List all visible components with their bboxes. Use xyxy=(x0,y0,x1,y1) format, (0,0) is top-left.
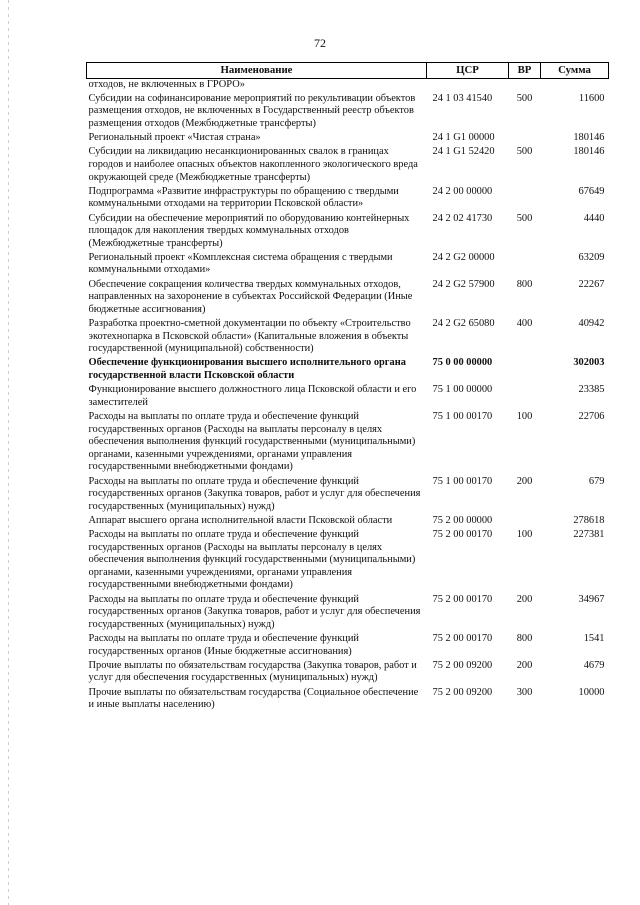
row-sum: 67649 xyxy=(578,185,605,197)
table-row xyxy=(87,318,609,357)
table-row xyxy=(87,279,609,318)
row-sum: 11600 xyxy=(578,92,605,104)
row-name: Разработка проектно-сметной документации по объекту «Строительство экотехнопарка в Псковской области» (Капитальные вложения в объекты государственной (муниципальной) собственности) xyxy=(88,318,411,355)
row-name: Расходы на выплаты по оплате труда и обеспечение функций государственных органов (Расходы на выплаты персоналу в целях обеспечения выполнения функций государственными (муниципальными) органами, казенными учреждениями, органами управления государственными внебюджетными фондами) xyxy=(88,529,416,591)
table-row xyxy=(87,476,609,515)
table-row xyxy=(87,146,609,185)
row-name: Расходы на выплаты по оплате труда и обеспечение функций государственных органов (Закупка товаров, работ и услуг для обеспечения государственных (муниципальных) нужд) xyxy=(88,593,421,630)
row-vr: 200 xyxy=(516,593,533,605)
table-row xyxy=(87,411,609,476)
header-name: Наименование xyxy=(87,63,427,79)
row-sum: 40942 xyxy=(578,318,605,330)
row-sum: 4440 xyxy=(583,212,605,224)
row-csr xyxy=(427,78,509,93)
row-vr: 100 xyxy=(516,410,533,422)
row-name: отходов, не включенных в ГРОРО» xyxy=(88,78,245,90)
table-row xyxy=(87,529,609,594)
row-vr xyxy=(509,132,541,146)
row-sum: 23385 xyxy=(578,384,605,396)
row-name: Субсидии на обеспечение мероприятий по оборудованию контейнерных площадок для накопления твердых коммунальных отходов (Межбюджетные трансферты) xyxy=(88,212,410,249)
header-vr: ВР xyxy=(509,63,541,79)
row-vr: 500 xyxy=(516,92,533,104)
row-name: Обеспечение функционирования высшего исполнительного органа государственной власти Псковской области xyxy=(88,357,406,381)
row-name: Прочие выплаты по обязательствам государства (Закупка товаров, работ и услуг для обеспечения государственных (муниципальных) нужд) xyxy=(88,659,417,684)
page-number: 72 xyxy=(314,36,326,50)
table-row xyxy=(87,384,609,411)
row-vr: 500 xyxy=(516,146,533,158)
row-sum: 4679 xyxy=(583,659,605,671)
row-name: Аппарат высшего органа исполнительной власти Псковской области xyxy=(88,514,393,526)
row-csr: 75 2 00 00170 xyxy=(432,529,493,541)
row-name: Расходы на выплаты по оплате труда и обеспечение функций государственных органов (Расходы на выплаты персоналу в целях обеспечения выполнения функций государственными (муниципальными) органами, казенными учреждениями, органами управления государственными внебюджетными фондами) xyxy=(88,410,416,473)
row-csr: 75 1 00 00170 xyxy=(432,475,493,487)
row-csr: 75 1 00 00170 xyxy=(432,410,493,422)
row-csr: 75 0 00 00000 xyxy=(432,357,493,369)
row-sum xyxy=(541,78,609,93)
table-header-row xyxy=(87,63,609,79)
row-csr: 75 2 00 09200 xyxy=(432,686,493,698)
row-vr xyxy=(509,357,541,384)
table-row xyxy=(87,660,609,687)
budget-table xyxy=(86,62,609,713)
row-vr xyxy=(509,384,541,411)
row-csr: 24 1 G1 52420 xyxy=(432,146,495,158)
row-sum: 22706 xyxy=(578,410,605,422)
row-csr: 75 2 00 00170 xyxy=(432,633,493,645)
row-sum: 180146 xyxy=(573,132,605,144)
row-vr: 300 xyxy=(516,686,533,698)
row-vr: 100 xyxy=(516,529,533,541)
table-row xyxy=(87,594,609,633)
row-csr: 24 1 G1 00000 xyxy=(432,132,495,144)
row-name: Субсидии на ликвидацию несанкционированных свалок в границах городов и наиболее опасных объектов накопленного экологического вреда окружающей среде (Межбюджетные трансферты) xyxy=(88,146,418,183)
budget-table-container xyxy=(86,62,608,713)
row-name: Прочие выплаты по обязательствам государства (Социальное обеспечение и иные выплаты населению) xyxy=(88,686,419,711)
row-csr: 24 1 03 41540 xyxy=(432,92,493,104)
row-csr: 24 2 G2 65080 xyxy=(432,318,495,330)
row-sum: 1541 xyxy=(583,633,605,645)
row-csr: 75 2 00 00170 xyxy=(432,593,493,605)
table-row xyxy=(87,515,609,529)
row-name: Региональный проект «Чистая страна» xyxy=(88,132,261,144)
table-row xyxy=(87,93,609,132)
row-vr: 800 xyxy=(516,633,533,645)
row-name: Расходы на выплаты по оплате труда и обеспечение функций государственных органов (Иные бюджетные ассигнования) xyxy=(88,633,359,657)
row-vr xyxy=(509,252,541,279)
row-name: Расходы на выплаты по оплате труда и обеспечение функций государственных органов (Закупка товаров, работ и услуг для обеспечения государственных (муниципальных) нужд) xyxy=(88,475,421,512)
row-csr: 24 2 00 00000 xyxy=(432,185,493,197)
row-sum: 302003 xyxy=(573,357,605,369)
row-vr: 200 xyxy=(516,475,533,487)
table-body xyxy=(87,78,609,713)
row-vr xyxy=(509,78,541,93)
row-vr: 200 xyxy=(516,659,533,671)
row-vr xyxy=(509,186,541,213)
row-vr: 400 xyxy=(516,318,533,330)
scan-edge xyxy=(8,0,9,905)
row-sum: 679 xyxy=(588,475,605,487)
row-csr: 24 2 02 41730 xyxy=(432,212,493,224)
row-sum: 22267 xyxy=(578,278,605,290)
row-vr: 500 xyxy=(516,212,533,224)
table-row xyxy=(87,213,609,252)
row-csr: 75 2 00 00000 xyxy=(432,514,493,526)
row-csr: 24 2 G2 00000 xyxy=(432,251,495,263)
table-row xyxy=(87,252,609,279)
row-csr: 24 2 G2 57900 xyxy=(432,278,495,290)
row-sum: 227381 xyxy=(573,529,605,541)
row-vr: 800 xyxy=(516,278,533,290)
row-sum: 34967 xyxy=(578,593,605,605)
row-name: Функционирование высшего должностного лица Псковской области и его заместителей xyxy=(88,384,417,408)
table-row xyxy=(87,78,609,93)
table-row xyxy=(87,132,609,146)
row-vr xyxy=(509,515,541,529)
row-csr: 75 1 00 00000 xyxy=(432,384,493,396)
row-name: Субсидии на софинансирование мероприятий по рекультивации объектов размещения отходов, не включенных в Государственный реестр объектов размещения отходов (Межбюджетные трансферты) xyxy=(88,92,416,129)
row-sum: 10000 xyxy=(578,686,605,698)
table-row xyxy=(87,633,609,660)
row-sum: 63209 xyxy=(578,251,605,263)
row-name: Региональный проект «Комплексная система обращения с твердыми коммунальными отходами» xyxy=(88,251,393,276)
table-row xyxy=(87,357,609,384)
row-name: Обеспечение сокращения количества твердых коммунальных отходов, направленных на захоронение в субъектах Российской Федерации (Иные бюджетные ассигнования) xyxy=(88,278,413,315)
row-name: Подпрограмма «Развитие инфраструктуры по обращению с твердыми коммунальными отходами на территории Псковской области» xyxy=(88,185,399,210)
header-csr: ЦСР xyxy=(427,63,509,79)
row-sum: 180146 xyxy=(573,146,605,158)
row-csr: 75 2 00 09200 xyxy=(432,659,493,671)
table-row xyxy=(87,186,609,213)
header-sum: Сумма xyxy=(541,63,609,79)
row-sum: 278618 xyxy=(573,514,605,526)
table-row xyxy=(87,687,609,714)
